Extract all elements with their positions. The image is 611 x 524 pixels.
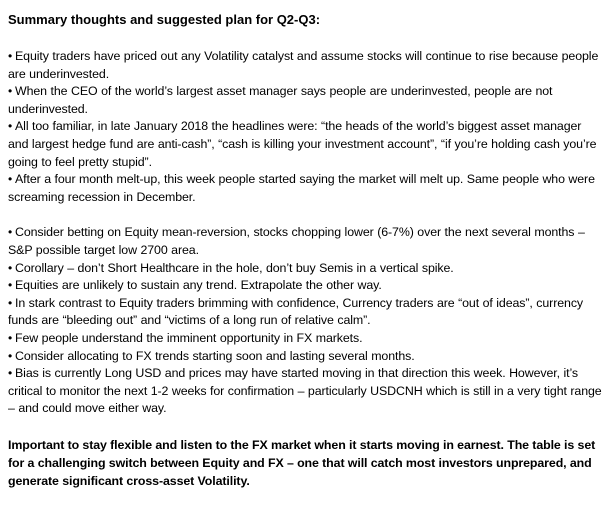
bullet-icon: • xyxy=(8,295,13,310)
bullet-icon: • xyxy=(8,366,13,381)
bullet-icon: • xyxy=(8,119,13,134)
bullet-text: Corollary – don’t Short Healthcare in the hole, don’t buy Semis in a vertical spike. xyxy=(15,260,454,275)
bullet-text: Equities are unlikely to sustain any trend. Extrapolate the other way. xyxy=(15,278,382,293)
bullet-item xyxy=(8,260,605,278)
bullet-icon: • xyxy=(8,49,13,63)
bullet-icon: • xyxy=(8,84,13,99)
bullet-icon: • xyxy=(8,278,13,293)
bullet-item xyxy=(8,348,605,366)
bullet-item xyxy=(8,48,605,83)
bullet-text: In stark contrast to Equity traders brimming with confidence, Currency traders are “out of ideas”, currency funds are “bleeding out” and “victims of a long run of relative calm”. xyxy=(8,295,584,328)
document-heading: Summary thoughts and suggested plan for Q2-Q3: xyxy=(8,12,321,27)
bullet-item xyxy=(8,224,605,259)
bullet-item xyxy=(8,277,605,295)
bullet-text: Consider allocating to FX trends starting soon and lasting several months. xyxy=(15,348,415,363)
bullet-icon: • xyxy=(8,260,13,275)
closing-paragraph: Important to stay flexible and listen to the FX market when it starts moving in earnest. The table is set for a challenging switch between Equity and FX – one that will catch most investors unprepared, and generate significant cross-asset Volatility. xyxy=(8,437,596,488)
bullet-text: Few people understand the imminent opportunity in FX markets. xyxy=(15,330,363,345)
bullet-text: When the CEO of the world’s largest asset manager says people are underinvested, people are not underinvested. xyxy=(8,84,553,116)
bullet-item xyxy=(8,365,605,418)
bullet-item xyxy=(8,118,605,171)
bullet-icon: • xyxy=(8,172,13,187)
bullet-text: After a four month melt-up, this week people started saying the market will melt up. Same people who were screaming recession in December. xyxy=(8,172,595,204)
bullet-text: All too familiar, in late January 2018 the headlines were: “the heads of the world’s biggest asset manager and largest hedge fund are anti-cash”, “cash is killing your investment account”, “if you’re holding cash you’re going to feel pretty stupid”. xyxy=(8,119,597,169)
bullet-icon: • xyxy=(8,330,13,345)
bullet-text: Bias is currently Long USD and prices may have started moving in that direction this week. However, it’s critical to monitor the next 1-2 weeks for confirmation – particularly USDCNH which is still in a very tight range – and could move either way. xyxy=(8,366,602,416)
bullet-item xyxy=(8,171,605,206)
bullet-item xyxy=(8,330,605,348)
bullet-icon: • xyxy=(8,348,13,363)
bullet-text: Equity traders have priced out any Volatility catalyst and assume stocks will continue to rise because people are underinvested. xyxy=(8,49,599,81)
group-spacer xyxy=(8,206,605,224)
bullet-item xyxy=(8,83,605,118)
bullet-list-group-1 xyxy=(8,48,605,206)
bullet-list-group-2 xyxy=(8,224,605,418)
bullet-icon: • xyxy=(8,225,13,240)
bullet-item xyxy=(8,295,605,330)
bullet-text: Consider betting on Equity mean-reversion, stocks chopping lower (6-7%) over the next several months – S&P possible target low 2700 area. xyxy=(8,225,585,257)
